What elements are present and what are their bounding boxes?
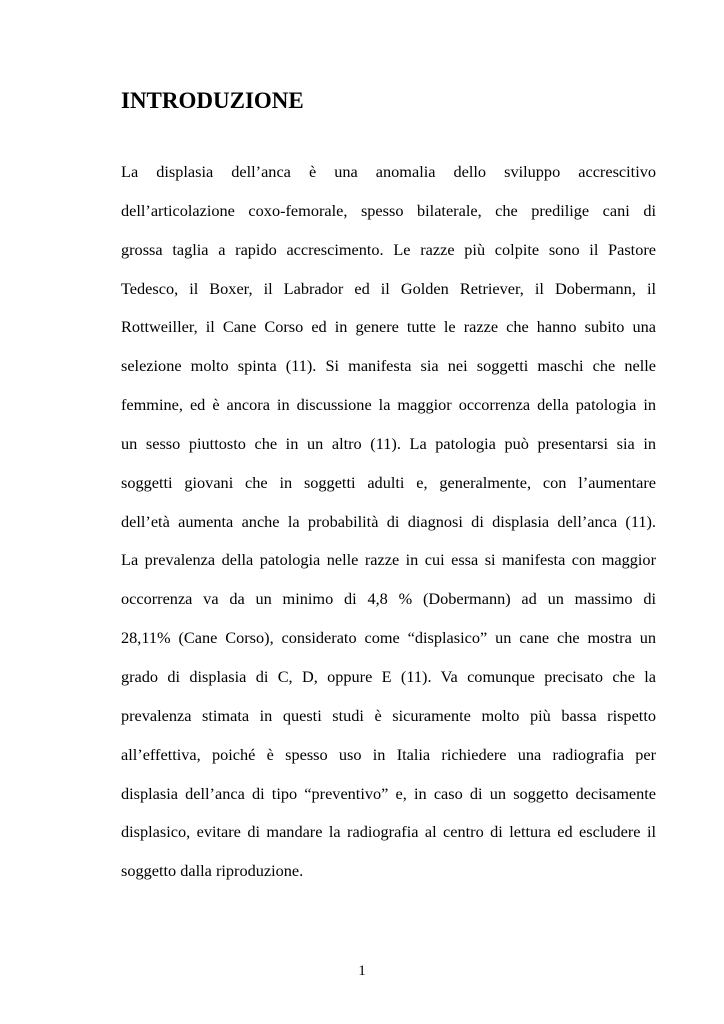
paragraph-line: grado di displasia di C, D, oppure E (11). Va comunque precisato che la [121,666,656,686]
paragraph-line: all’effettiva, poiché è spesso uso in Italia richiedere una radiografia per [121,744,656,764]
paragraph-line: La prevalenza della patologia nelle razze in cui essa si manifesta con maggior [121,550,656,570]
paragraph-line: displasia dell’anca di tipo “preventivo” e, in caso di un soggetto decisamente [121,783,656,803]
paragraph-line: occorrenza va da un minimo di 4,8 % (Dobermann) ad un massimo di [121,589,656,609]
paragraph-line: Tedesco, il Boxer, il Labrador ed il Golden Retriever, il Dobermann, il [121,278,656,298]
page-title: INTRODUZIONE [121,88,304,113]
body-paragraph [121,156,656,894]
paragraph-line: un sesso piuttosto che in un altro (11). La patologia può presentarsi sia in [121,433,656,453]
paragraph-line: grossa taglia a rapido accrescimento. Le razze più colpite sono il Pastore [121,239,656,259]
paragraph-line: femmine, ed è ancora in discussione la maggior occorrenza della patologia in [121,395,656,415]
page-number: 1 [358,963,366,979]
paragraph-line: La displasia dell’anca è una anomalia dello sviluppo accrescitivo [121,162,656,181]
paragraph-line: soggetto dalla riproduzione. [121,861,304,881]
paragraph-line: dell’articolazione coxo-femorale, spesso bilaterale, che predilige cani di [121,200,656,220]
paragraph-line: selezione molto spinta (11). Si manifesta sia nei soggetti maschi che nelle [121,356,656,376]
paragraph-line: Rottweiller, il Cane Corso ed in genere tutte le razze che hanno subito una [121,317,656,337]
paragraph-line: prevalenza stimata in questi studi è sicuramente molto più bassa rispetto [121,705,656,725]
paragraph-line: displasico, evitare di mandare la radiografia al centro di lettura ed escludere il [121,822,656,842]
paragraph-line: soggetti giovani che in soggetti adulti e, generalmente, con l’aumentare [121,472,656,492]
paragraph-line: 28,11% (Cane Corso), considerato come “displasico” un cane che mostra un [121,628,656,648]
paragraph-line: dell’età aumenta anche la probabilità di diagnosi di displasia dell’anca (11). [121,511,656,531]
